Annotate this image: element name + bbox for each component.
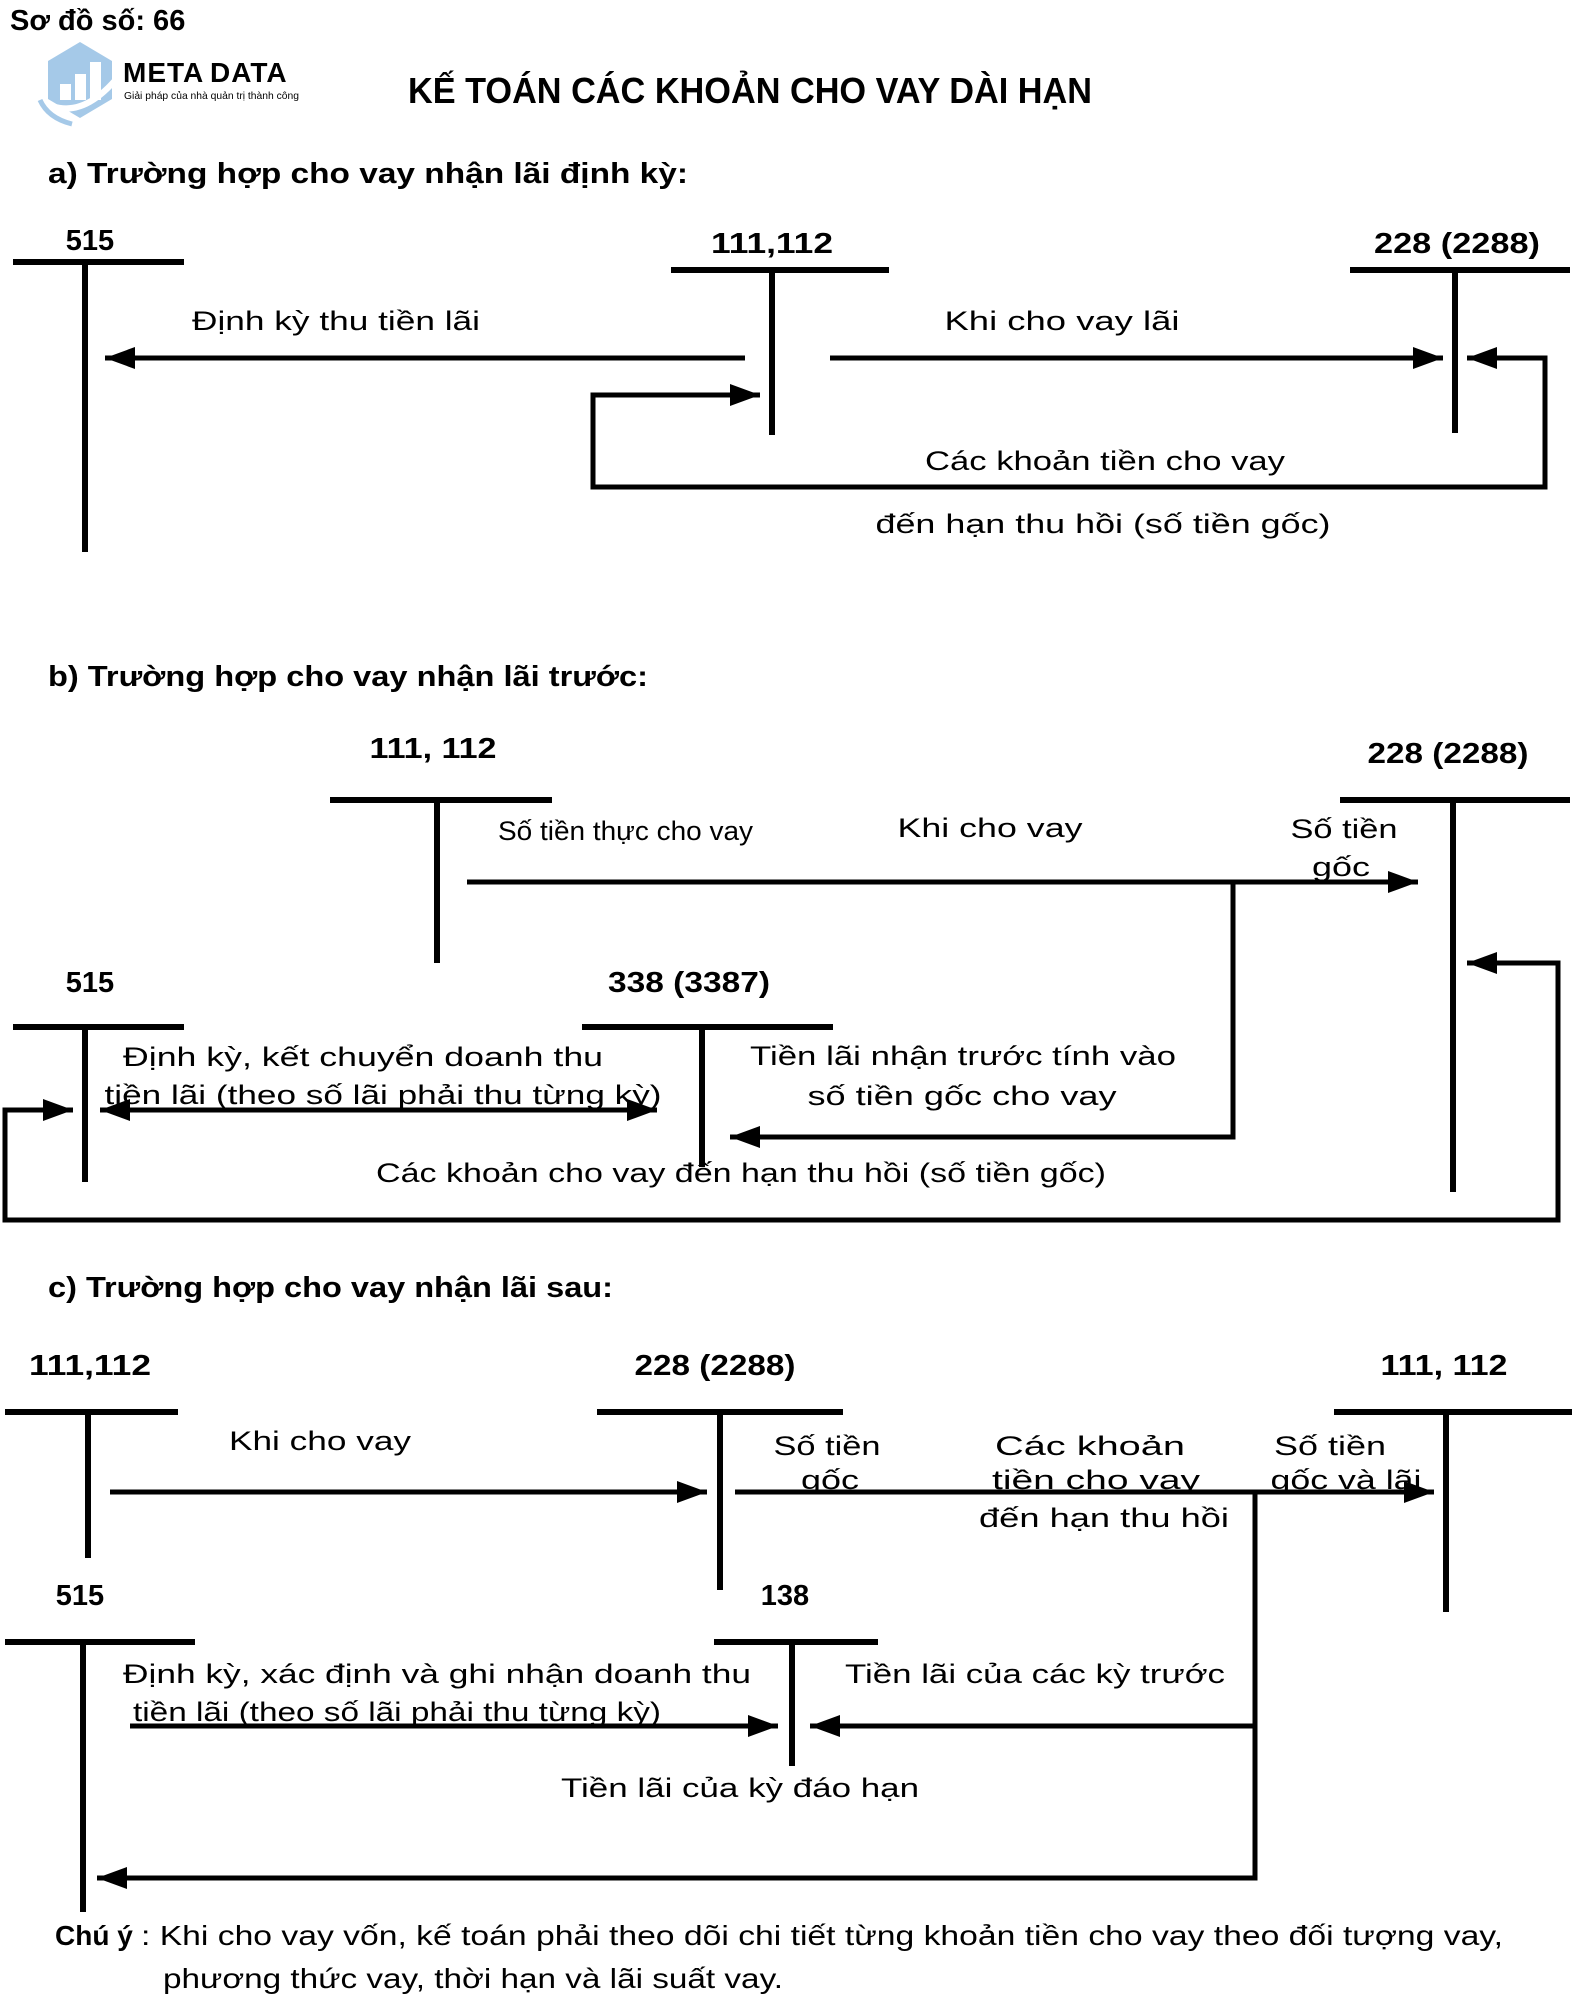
metadata-logo xyxy=(40,42,299,124)
scheme-number-label: Sơ đồ số: 66 xyxy=(10,5,186,37)
flow-label-goc: gốc xyxy=(1312,852,1370,882)
flow-label-cac-khoan-line2: đến hạn thu hồi (số tiền gốc) xyxy=(875,509,1331,539)
account-label-138: 138 xyxy=(760,1580,810,1612)
footer-note xyxy=(55,1920,1503,1994)
flow-label-so-tien-2: Số tiền xyxy=(1274,1431,1386,1461)
flow-label-tien-lai-dao-han: Tiền lãi của kỳ đáo hạn xyxy=(561,1773,919,1803)
flow-label-dinh-ky-line2: tiền lãi (theo số lãi phải thu từng kỳ) xyxy=(104,1080,662,1110)
account-label-515: 515 xyxy=(55,1580,105,1612)
account-label-111112: 111,112 xyxy=(711,228,833,260)
account-label-228: 228 (2288) xyxy=(1367,738,1529,770)
page-title: KẾ TOÁN CÁC KHOẢN CHO VAY DÀI HẠN xyxy=(408,70,1092,111)
header xyxy=(10,5,1092,124)
flow-label-khi-cho-vay: Khi cho vay xyxy=(229,1426,412,1456)
note-line2: phương thức vay, thời hạn và lãi suất vay. xyxy=(163,1963,783,1994)
account-label-111112: 111,112 xyxy=(29,1350,151,1382)
section-c xyxy=(5,1272,1572,1912)
flow-label-so-tien: Số tiền xyxy=(773,1431,881,1461)
taccount-228-a xyxy=(1350,228,1570,433)
account-label-111112: 111, 112 xyxy=(1380,1350,1508,1382)
flow-label-dinh-ky-line2: tiền lãi (theo số lãi phải thu từng kỳ) xyxy=(133,1697,661,1727)
account-label-228: 228 (2288) xyxy=(634,1350,796,1382)
section-b-heading: b) Trường hợp cho vay nhận lãi trước: xyxy=(48,661,648,693)
flow-label-khi-cho-vay-lai: Khi cho vay lãi xyxy=(944,306,1180,336)
flow-label-khi-cho-vay: Khi cho vay xyxy=(897,813,1084,843)
flow-label-dinh-ky-line1: Định kỳ, kết chuyển doanh thu xyxy=(123,1042,603,1072)
section-a xyxy=(13,158,1570,552)
section-a-heading: a) Trường hợp cho vay nhận lãi định kỳ: xyxy=(48,158,688,190)
account-label-228: 228 (2288) xyxy=(1374,228,1540,260)
flow-label-tien-lai-truoc: Tiền lãi của các kỳ trước xyxy=(845,1659,1225,1689)
flow-label-goc-va-lai: gốc và lãi xyxy=(1270,1465,1422,1495)
logo-tagline: Giải pháp của nhà quản trị thành công xyxy=(124,90,300,102)
flow-label-tien-lai-line2: số tiền gốc cho vay xyxy=(807,1081,1118,1111)
flow-label-so-tien: Số tiền xyxy=(1290,814,1398,844)
flow-label-dinh-ky-line1: Định kỳ, xác định và ghi nhận doanh thu xyxy=(123,1659,751,1689)
taccount-111112-a xyxy=(671,228,889,435)
taccount-515-c xyxy=(5,1580,195,1912)
flow-label-so-tien-thuc: Số tiền thực cho vay xyxy=(498,816,754,846)
flow-label-thu-tien-lai: Định kỳ thu tiền lãi xyxy=(192,306,480,336)
flow-label-goc: gốc xyxy=(801,1465,859,1495)
section-c-heading: c) Trường hợp cho vay nhận lãi sau: xyxy=(48,1272,613,1304)
account-label-111112: 111, 112 xyxy=(369,733,497,765)
note-line1: : Khi cho vay vốn, kế toán phải theo dõi chi tiết từng khoản tiền cho vay theo đối tượng vay, xyxy=(141,1920,1503,1951)
logo-text-meta: META xyxy=(123,57,205,88)
flow-label-cac-khoan-line2: tiền cho vay xyxy=(992,1465,1201,1495)
flow-label-cac-khoan-line1: Các khoản xyxy=(995,1431,1185,1461)
taccount-111112-c-left xyxy=(5,1350,178,1558)
section-b xyxy=(5,661,1570,1220)
account-label-515: 515 xyxy=(65,967,115,999)
flow-label-den-han: Các khoản cho vay đến hạn thu hồi (số tiền gốc) xyxy=(376,1158,1106,1188)
note-label: Chú ý xyxy=(55,1920,133,1951)
account-label-515: 515 xyxy=(65,225,115,257)
flow-label-cac-khoan-line1: Các khoản tiền cho vay xyxy=(925,446,1286,476)
flow-label-tien-lai-line1: Tiền lãi nhận trước tính vào xyxy=(750,1041,1176,1071)
logo-bar-chart-icon xyxy=(75,74,86,100)
logo-text-data: DATA xyxy=(210,57,288,88)
taccount-111112-b xyxy=(330,733,552,963)
taccount-515-a xyxy=(13,225,184,552)
taccount-515-b xyxy=(13,967,184,1182)
logo-bar-chart-icon xyxy=(60,84,71,100)
account-label-338: 338 (3387) xyxy=(608,967,770,999)
flow-label-cac-khoan-line3: đến hạn thu hồi xyxy=(979,1503,1229,1533)
